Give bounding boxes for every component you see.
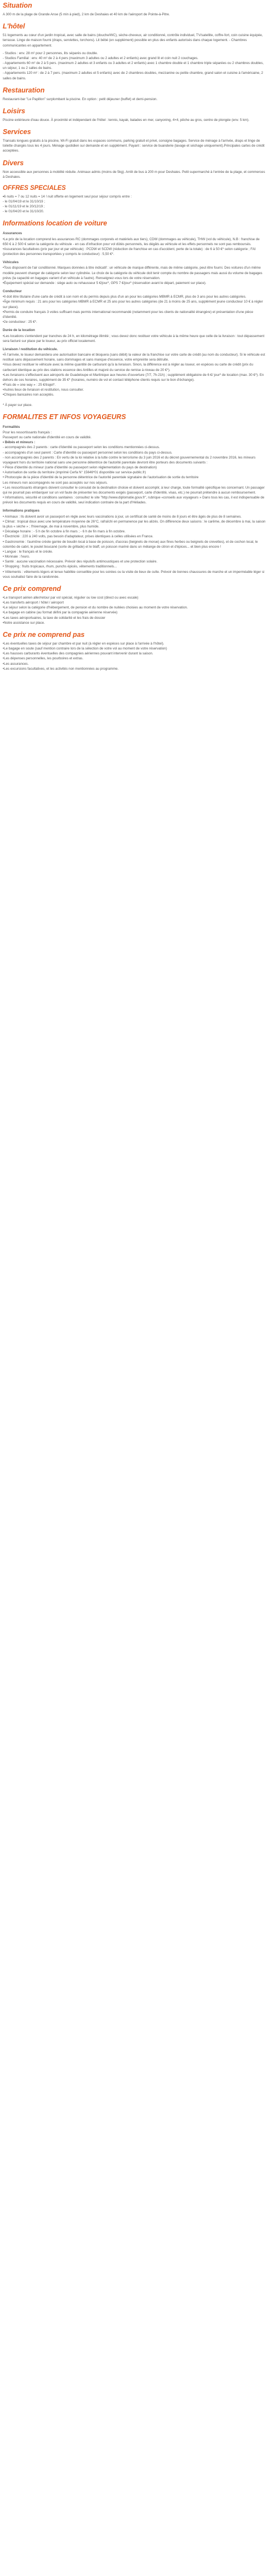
section-loisirs <box>3 107 266 123</box>
section-price-includes <box>3 585 266 625</box>
info-item: • Shopping : fruits tropicaux, rhum, punchs épicés, vêtements traditionnels... <box>3 565 117 569</box>
formalite-item: - accompagnés des 2 parents : carte d'identité ou passeport selon les conditions mentionnées ci-dessus. <box>3 445 160 450</box>
offer-date: - le 01/11/19 et le 20/12/19 ; <box>3 205 45 209</box>
price-includes-item: • Les taxes aéroportuaires, la taxe de solidarité et les frais de dossier <box>3 616 266 620</box>
infos-list <box>3 514 266 579</box>
formalite-item: Pour les ressortissants français : <box>3 430 52 434</box>
info-item: • Décalage horaire : - 5 h de fin octobre à fin mars ; - 6 h de fin mars à fin octobre. <box>3 530 125 534</box>
formalite-item: Passeport ou carte nationale d'identité en cours de validité. <box>3 436 92 440</box>
payment-note: * À payer sur place. <box>3 403 32 407</box>
formalite-item: Les mineurs non accompagnés ne sont pas acceptés sur nos séjours. <box>3 480 108 485</box>
offers-headline: • 6 nuits = 7 ou 12 nuits = 14 ! nuit offerte en logement seul pour séjour compris entre : <box>3 194 266 199</box>
price-includes-item: • Le transport aérien aller/retour par vol spécial, régulier ou low cost (direct ou avec escale) <box>3 595 266 600</box>
info-item: • Gastronomie : l'aumône créole garnie de boudin local à base de poisson, d'accras (beignets de morue) aux fines herbes ou beignets de crevettes), et de cochon local, le colombo de cabri, le poulet boucané (sorte de grillade) et le blaff, un poisson mariné dans un mélange de citron et d'épices... et bien plus encore ! <box>3 539 258 549</box>
formalite-item: - non accompagnés des 2 parents : En vertu de la loi relative à la lutte contre le terrorisme du 3 juin 2016 et du décret gouvernemental du 2 novembre 2016, les mineurs voyageant hors du territoire national sans une personne détentrice de l'autorité parentale devront être porteurs des documents suivants : <box>3 455 256 465</box>
section-car-rental <box>3 219 266 407</box>
conducteur-list <box>3 294 266 324</box>
hotel-room-type: - Studios Familial : env. 40 m² de 2 à 4 pers (maximum 3 adultes ou 2 adultes et 2 enfants) avec grand lit et coin nuit 2 couchages. <box>3 56 198 60</box>
formalites-list <box>3 430 266 506</box>
info-item: • Langue : le français et le créole. <box>3 549 53 554</box>
price-includes-list <box>3 595 266 625</box>
conducteur-title: Conducteur <box>3 289 22 294</box>
info-item: • Animaux : Ils doivent avoir un passeport en règle avec leurs vaccinations à jour, un certificat de santé de moins de 8 jours et être âgés de plus de 8 semaines. <box>3 514 242 519</box>
hotel-room-type: - Appartements 120 m² : de 2 à 7 pers. (maximum 2 adultes et 5 enfants) avec de 2 chambres doubles, mezzanine ou petite chambre, grand salon et cuisine à l'américaine, 2 salles de bains. <box>3 71 264 80</box>
situation-text: A 300 m de la plage de Grande Anse (5 min à pied), 2 km de Deshaies et 40 km de l'aéroport de Pointe-à-Pitre. <box>3 13 170 16</box>
infos-subtitle: Informations pratiques <box>3 509 40 513</box>
price-includes-item: • Le bagage en cabine (au format défini par la compagnie aérienne réservée) <box>3 610 266 615</box>
conducteur-item: • 2e conducteur : 25 €*. <box>3 320 266 324</box>
services-text: Transats longues gratuits à la piscine, Wi-Fi gratuit dans les espaces communs, parking gratuit et privé, consigne bagages. Service de ménage à l'arrivée, draps et linge de toilette changés tous les 4 jours. Ménage quotidien sur demande et en supplément. Payant : service de buanderie (lavage et séchage uniquement).Principales cartes de crédit acceptées. <box>3 139 265 153</box>
formalite-item: - accompagnés d'un seul parent : Carte d'identité ou passeport personnel selon les conditions du pays ci-dessus. <box>3 450 173 455</box>
info-item: • Climat : tropical doux avec une température moyenne de 26°C, rafraîchi en permanence par les alizés. On différencie deux saisons : le carême, de décembre à mai, la saison la plus « sèche » ; l'hivernage, de mai à novembre, plus humide. <box>3 519 266 529</box>
restauration-title: Restauration <box>3 86 45 94</box>
section-services <box>3 128 266 154</box>
info-item: • Électricité : 220 à 240 volts, pas besoin d'adaptateur, prises identiques à celles utilisées en France. <box>3 535 153 539</box>
livraison-title: Livraison / restitution du véhicule. <box>3 347 58 351</box>
situation-title: Situation <box>3 2 32 9</box>
price-excludes-item: • Les éventuelles taxes de séjour par chambre et par nuit (à régler en espèces sur place à l'arrivée à l'hôtel). <box>3 641 266 646</box>
loisirs-title: Loisirs <box>3 107 25 115</box>
price-excludes-title: Ce prix ne comprend pas <box>3 630 85 639</box>
livraison-item: • À l'arrivée, le loueur demandera une autorisation bancaire et bloquera (sans débit) la valeur de la franchise sur votre carte de crédit (au nom du conducteur). Si le véhicule est restitué sans dépassement horaire, sans dommages et sans manque d'essence, votre empreinte sera détruite. <box>3 352 266 362</box>
services-title: Services <box>3 128 31 136</box>
price-includes-item: • Les transferts aéroport / hôtel / aéroport <box>3 600 266 605</box>
price-excludes-item: • Le bagage en soute (sauf mention contraire lors de la sélection de votre vol au moment de votre réservation) <box>3 646 266 651</box>
conducteur-item: • Âge minimum requis : 21 ans pour les catégories MBMR à ECMR et 25 ans pour les autres catégories (de 21 à moins de 25 ans, supplément jeune conducteur 10 € à régler sur place). <box>3 299 266 309</box>
duree-text: • Les locations s'entendent par tranches de 24 h, en kilométrage illimité ; vous devez donc restituer votre véhicule à la même heure que celle de la livraison : tout dépassement sera facturé sur place par le loueur, au prix officiel localement. <box>3 334 266 344</box>
assurances-title: Assurances <box>3 231 22 236</box>
vehicule-item: • Tous disposent de l'air conditionné. Marques données à titre indicatif : un véhicule de marque différente, mais de même catégorie, peut être fourni. Des voitures d'un même modèle peuvent changer de catégorie selon leur cylindrée. Le choix de la catégorie du véhicule doit tenir compte du nombre de passagers mais aussi du volume de bagages prévu (la capacité en bagages varient d'un véhicule à l'autre). Renseignez-vous lors de votre réservation. <box>3 265 266 281</box>
livraison-item: • Autres lieux de livraison et restitution, nous consulter. <box>3 387 266 392</box>
price-excludes-item: • Les excursions facultatives, et les activités non mentionnées au programme. <box>3 666 266 671</box>
vehicules-list <box>3 265 266 286</box>
duree-title: Durée de la location <box>3 328 35 333</box>
section-offers <box>3 185 266 214</box>
divers-title: Divers <box>3 159 24 167</box>
loisirs-text: Piscine extérieure d'eau douce. À proximité et indépendant de l'hôtel : tennis, kayak, balades en mer, canyoning, 4×4, pêche au gros, centre de plongée (env. 5 km). <box>3 118 249 122</box>
formalites-title: FORMALITES ET INFOS VOYAGEURS <box>3 413 126 421</box>
section-divers <box>3 159 266 179</box>
page <box>0 0 269 680</box>
section-formalites <box>3 413 266 579</box>
price-excludes-item: • Les hausses carburants éventuelles des compagnies aériennes pouvant intervenir durant la saison. <box>3 651 266 656</box>
info-item: • Monnaie : l'euro. <box>3 555 30 559</box>
price-excludes-item: • Les assurances. <box>3 662 266 666</box>
info-item: • Vêtements : vêtements légers et tenue habillée conseillée pour les soirées ou la visite de lieux de culte. Prévoir de bonnes chaussures de marche et un imperméable léger si vous souhaitez faire de la randonnée. <box>3 570 265 579</box>
formalite-item: • Pièce d'identité du mineur (carte d'identité ou passeport selon réglementation du pays de destination) <box>3 466 157 470</box>
conducteur-item: • Permis de conduire français 3 voiles suffisant mais permis international recommandé (notamment pour les clients de nationalité étrangère) et présentation d'une pièce d'identité. <box>3 310 266 320</box>
price-includes-title: Ce prix comprend <box>3 584 61 593</box>
offers-title: OFFRES SPECIALES <box>3 184 66 192</box>
formalite-item: • Bébés et mineurs : <box>3 440 36 445</box>
assurance-item: • Le prix de la location comprend les assurances RC (dommages corporels et matériels aux tiers), CDW (dommages au véhicule), THW (vol du véhicule), N.B : franchise de 650 € à 2 500 € selon la catégorie du véhicule - en cas d'infraction pour vol dûtés personnels, les dégâts au véhicule et les effets personnels ne sont pas remboursés. <box>3 237 266 247</box>
formalites-subtitle: Formalités <box>3 425 20 429</box>
hotel-paragraph: 51 logements au cœur d'un jardin tropical, avec salle de bains (douche/WC), sèche-cheveux, air conditionné, contrôle individuel, TV/satellite, coffre-fort, coin cuisine équipée, terrasse. Linge de maison fourni (draps, serviettes, torchons). Lit bébé (en supplément) possible en plus des enfants autorisés dans chaque logement. - Chambres communicantes en appartement. <box>3 33 263 48</box>
livraison-item: • Vous devez restituer le véhicule avec la même quantité de carburant qu'à la livraison. Sinon, la différence est à régler au loueur, en espèces ou carte de crédit (prix du carburant identique au prix des stations essence des Antilles et majoré du service de remise à niveau de 20 €*). <box>3 362 266 372</box>
conducteur-item: • Il doit être titulaire d'une carte de crédit à son nom et du permis depuis plus d'un an pour les catégories MBMR à ECMR, plus de 3 ans pour les autres catégories. <box>3 294 266 299</box>
vehicule-item: • Équipement spécial sur demande : siège auto ou rehausseur 5 €/jour*, GPS 7 €/jour* (réservation avant le départ, paiement sur place). <box>3 281 266 286</box>
formalite-item: • Autorisation de sortie du territoire (imprimé Cerfa N° 15646*01 disponible sur service-public.fr) <box>3 471 146 475</box>
section-price-excludes <box>3 631 266 671</box>
livraison-item: • Chiques bancaires non acceptés. <box>3 392 266 397</box>
hotel-title: L'hôtel <box>3 22 25 31</box>
divers-text: Non accessible aux personnes à mobilité réduite. Animaux admis (moins de 5kg). Arrêt de bus à 200 m pour Deshaies. Petit supermarché à l'entrée de la plage, et commerces à Deshaies. <box>3 170 265 179</box>
livraison-item: • Frais de « one way » : 25 €/trajet*. <box>3 382 266 387</box>
assurances-list <box>3 237 266 257</box>
offer-date: - le 01/04/20 et le 31/10/20. <box>3 210 44 214</box>
livraison-list <box>3 352 266 398</box>
price-includes-item: • Le séjour selon la catégorie d'hébergement, de pension et du nombre de nuitées choisies au moment de votre réservation. <box>3 605 266 610</box>
hotel-room-type: - Studios : env. 28 m² pour 2 personnes, lits séparés ou double. <box>3 51 98 55</box>
price-excludes-item: • Les dépenses personnelles, les pourboires et extras. <box>3 656 266 661</box>
section-restauration <box>3 86 266 102</box>
price-includes-item: • Notre assistance sur place. <box>3 620 266 625</box>
assurance-item: • Assurances facultatives (prix par jour et par véhicule) : PCDW et SCDW (réduction de franchise en cas d'accident, perte de la totale) : de 6 à 50 €* selon catégorie ; FAI (protection des personnes transportées y compris le conducteur) : 5,50 €*. <box>3 247 266 257</box>
section-situation <box>3 2 266 17</box>
formalite-item: • Informations, sécurité et conditions sanitaires : consultez le site "http://www.diplomatie.gouv.fr", rubrique «conseils aux voyageurs » Dans tous les cas, il est indispensable de prévoir les documents requis en cours de validité, seul indication contraire de la part d'Héliades. <box>3 496 265 505</box>
formalite-item: • Photocopie de la pièce d'identité de la personne détentrice de l'autorité parentale signataire de l'autorisation de sortie du territoire <box>3 475 199 480</box>
vehicules-title: Véhicules <box>3 260 19 265</box>
hotel-room-type: - Appartements 60 m² de 2 à 5 pers. (maximum 2 adultes et 3 enfants ou 3 adultes et 2 enfants) avec 1 chambre double et 1 chambre triple séparées ou 2 chambres doubles, un séjour, 1 ou 2 salles de bains. <box>3 61 264 71</box>
offers-dates <box>3 199 266 214</box>
section-hotel <box>3 22 266 81</box>
offer-date: - le 01/04/19 et le 31/10/19 ; <box>3 199 45 204</box>
price-excludes-list <box>3 641 266 671</box>
info-item: • Santé : aucune vaccination nécessaire. Prévoir des répulsifs antimoustiques et une protection solaire. <box>3 560 158 564</box>
livraison-item: • Les livraisons s'effectuent aux aéroports de Guadeloupe et Martinique aux heures d'ouverture (7/7, 7h-21h) ; supplément obligatoire de 6 €/ jour* de location (max. 30 €*). En dehors de ces horaires, supplément de 35 €* (horaires, numéro de vol et contact téléphone clients requis sur le bon d'échange). <box>3 373 266 382</box>
formalite-item: • Les ressortissants étrangers doivent consulter le consulat de la destination choisie et doivent accomplir, à leur charge, toute formalité spécifique les concernant. Un passager qui ne pourrait pas embarquer sur un vol faute de présenter les documents exigés (passeport, carte d'identité, visas, etc.) ne pourrait prétendre à aucun remboursement. <box>3 485 265 495</box>
car-rental-title: Informations location de voiture <box>3 219 107 228</box>
restauration-text: Restaurant-bar "Le Papillon" surplombant la piscine. En option : petit déjeuner (buffet) et demi-pension. <box>3 97 158 101</box>
